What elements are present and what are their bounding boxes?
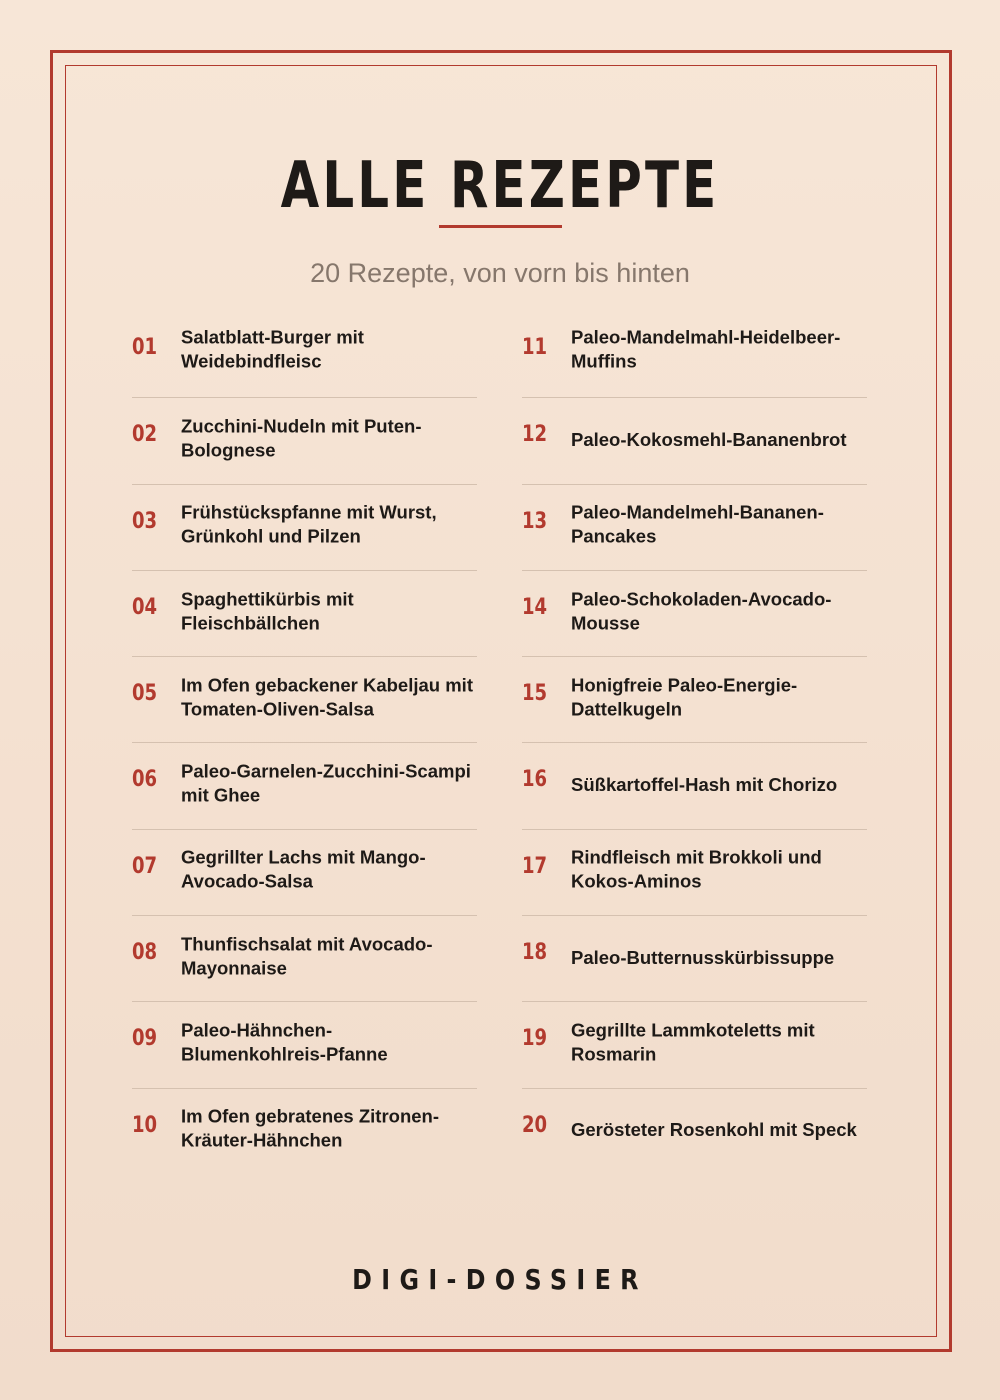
recipe-name: Im Ofen gebratenes Zitronen-Kräuter-Hähnchen: [181, 1105, 440, 1151]
recipe-number: 04: [132, 594, 158, 620]
recipe-number: 08: [132, 940, 158, 966]
recipe-number: 19: [522, 1026, 548, 1052]
recipe-list-left: [132, 311, 477, 1174]
recipe-item-08[interactable]: [132, 915, 477, 1001]
recipe-item-11[interactable]: [522, 311, 867, 397]
recipe-number: 03: [132, 508, 158, 534]
recipe-item-09[interactable]: [132, 1001, 477, 1087]
recipe-number: 10: [132, 1112, 158, 1138]
recipe-name: Paleo-Schokoladen-Avocado-Mousse: [571, 588, 832, 634]
recipe-number: 18: [522, 940, 548, 966]
recipe-name: Paleo-Garnelen-Zucchini-Scampi mit Ghee: [181, 760, 471, 806]
recipe-name: Süßkartoffel-Hash mit Chorizo: [571, 773, 838, 795]
recipe-name: Gerösteter Rosenkohl mit Speck: [571, 1119, 857, 1141]
recipe-name: Paleo-Butternusskürbissuppe: [571, 946, 835, 968]
recipe-item-03[interactable]: [132, 484, 477, 570]
recipe-name: Thunfischsalat mit Avocado-Mayonnaise: [181, 933, 433, 979]
recipe-item-06[interactable]: [132, 742, 477, 828]
recipe-number: 05: [132, 681, 158, 707]
recipe-name: Paleo-Hähnchen-Blumenkohlreis-Pfanne: [181, 1019, 388, 1065]
recipe-number: 20: [522, 1112, 548, 1138]
recipe-number: 07: [132, 853, 158, 879]
page-title: ALLE REZEPTE: [280, 149, 720, 223]
brand-footer: DIGI-DOSSIER: [352, 1263, 648, 1296]
recipe-item-05[interactable]: [132, 656, 477, 742]
title-underline: [439, 225, 562, 228]
recipe-number: 17: [522, 853, 548, 879]
recipe-number: 14: [522, 594, 548, 620]
recipe-name: Spaghettikürbis mit Fleischbällchen: [181, 588, 354, 634]
recipe-item-15[interactable]: [522, 656, 867, 742]
recipe-item-07[interactable]: [132, 829, 477, 915]
recipe-item-16[interactable]: [522, 742, 867, 828]
recipe-list-right: [522, 311, 867, 1174]
page-subtitle: 20 Rezepte, von vorn bis hinten: [310, 258, 690, 288]
recipe-number: 09: [132, 1026, 158, 1052]
recipe-number: 02: [132, 422, 158, 448]
recipe-number: 06: [132, 767, 158, 793]
recipe-name: Gegrillter Lachs mit Mango-Avocado-Salsa: [181, 847, 426, 893]
recipe-item-18[interactable]: [522, 915, 867, 1001]
recipe-name: Salatblatt-Burger mit Weidebindfleisc: [181, 327, 364, 373]
recipe-item-17[interactable]: [522, 829, 867, 915]
recipe-number: 15: [522, 681, 548, 707]
recipe-item-01[interactable]: [132, 311, 477, 397]
recipe-name: Gegrillte Lammkoteletts mit Rosmarin: [571, 1019, 815, 1065]
recipe-item-02[interactable]: [132, 397, 477, 483]
recipe-item-10[interactable]: [132, 1088, 477, 1174]
recipe-number: 12: [522, 422, 548, 448]
recipe-item-14[interactable]: [522, 570, 867, 656]
recipe-number: 11: [522, 335, 548, 360]
recipe-name: Paleo-Mandelmahl-Heidelbeer-Muffins: [571, 327, 841, 373]
recipe-name: Rindfleisch mit Brokkoli und Kokos-Aminos: [571, 847, 822, 893]
recipe-name: Paleo-Kokosmehl-Bananenbrot: [571, 428, 847, 450]
recipe-name: Honigfreie Paleo-Energie-Dattelkugeln: [571, 674, 798, 720]
recipe-item-12[interactable]: [522, 397, 867, 483]
recipe-item-19[interactable]: [522, 1001, 867, 1087]
recipe-name: Paleo-Mandelmehl-Bananen-Pancakes: [571, 501, 824, 547]
recipe-item-04[interactable]: [132, 570, 477, 656]
recipe-number: 13: [522, 508, 548, 534]
recipe-item-13[interactable]: [522, 484, 867, 570]
recipe-item-20[interactable]: [522, 1088, 867, 1174]
recipe-number: 16: [522, 767, 548, 793]
recipe-name: Im Ofen gebackener Kabeljau mit Tomaten-Oliven-Salsa: [181, 674, 473, 720]
recipe-name: Zucchini-Nudeln mit Puten-Bolognese: [181, 415, 422, 461]
recipe-name: Frühstückspfanne mit Wurst, Grünkohl und Pilzen: [181, 501, 437, 547]
recipe-number: 01: [132, 335, 158, 360]
